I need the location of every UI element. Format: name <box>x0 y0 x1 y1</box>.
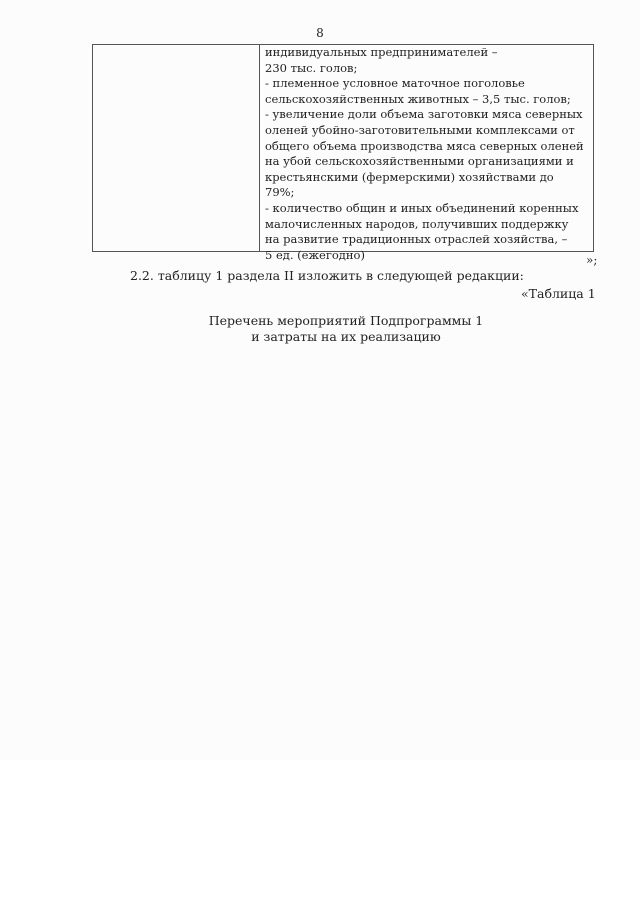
cell-line: оленей убойно-заготовительными комплексами от <box>265 122 575 137</box>
document-table <box>92 44 594 262</box>
cell-line: на убой сельскохозяйственными организациями и <box>265 154 574 169</box>
cell-line: - увеличение доли объема заготовки мяса северных <box>265 107 583 122</box>
closing-quote-mark: »; <box>586 253 598 267</box>
cell-line: 5 ед. (ежегодно) <box>265 247 365 262</box>
paragraph-2-2: 2.2. таблицу 1 раздела II изложить в следующей редакции: <box>130 268 524 283</box>
cell-line: крестьянскими (фермерскими) хозяйствами до <box>265 169 554 184</box>
cell-line: - племенное условное маточное поголовье <box>265 76 525 91</box>
blank-area <box>0 760 640 905</box>
table-reference: «Таблица 1 <box>521 286 596 301</box>
cell-line: индивидуальных предпринимателей – <box>265 45 498 59</box>
table-right-cell <box>265 45 591 263</box>
cell-line: 230 тыс. голов; <box>265 60 358 75</box>
section-title <box>0 313 640 345</box>
cell-line: сельскохозяйственных животных – 3,5 тыс. голов; <box>265 91 571 106</box>
title-line: Перечень мероприятий Подпрограммы 1 <box>208 313 484 328</box>
cell-line: на развитие традиционных отраслей хозяйства, – <box>265 232 568 247</box>
title-line: и затраты на их реализацию <box>251 329 441 344</box>
page-number: 8 <box>316 26 324 40</box>
cell-line: - количество общин и иных объединений коренных <box>265 200 579 215</box>
cell-line: общего объема производства мяса северных оленей <box>265 138 584 153</box>
cell-line: 79%; <box>265 185 295 200</box>
table-left-cell <box>93 45 260 251</box>
cell-line: малочисленных народов, получивших поддержку <box>265 216 569 231</box>
